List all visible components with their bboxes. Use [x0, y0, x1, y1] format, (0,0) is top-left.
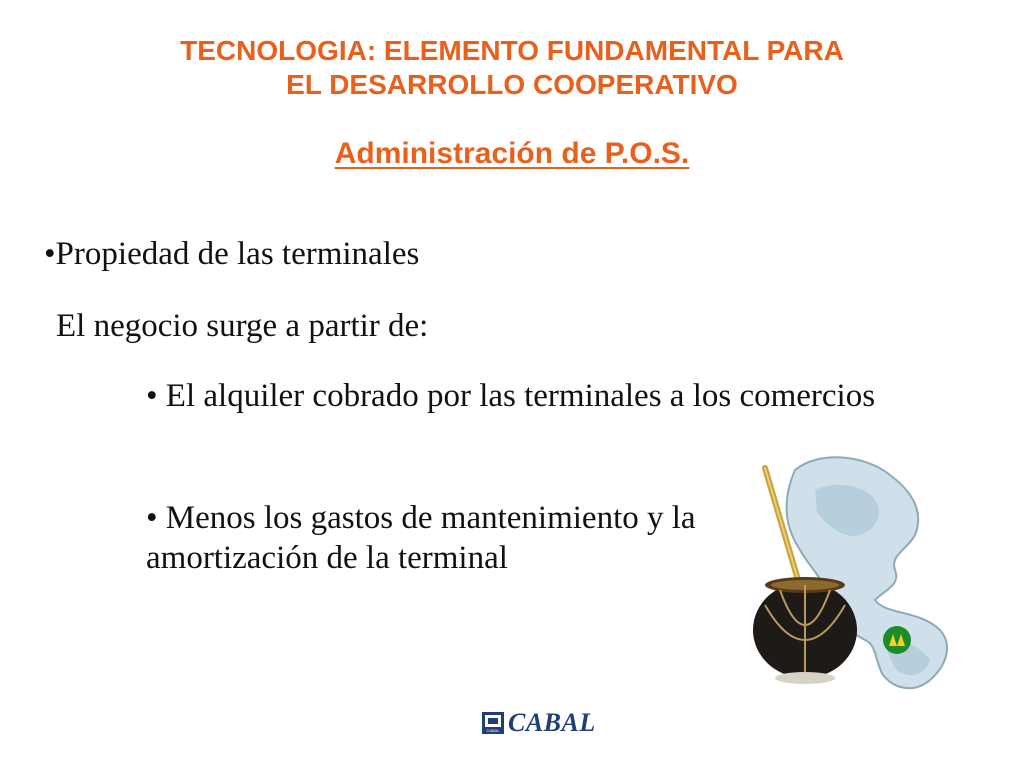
cooperative-symbol-icon [883, 626, 911, 654]
slide-subtitle-text: Administración de P.O.S. [334, 137, 690, 170]
slide-title-line2: EL DESARROLLO COOPERATIVO [286, 69, 738, 100]
list-item: • Menos los gastos de mantenimiento y la amortización de la terminal [146, 500, 696, 576]
cabal-logo-mark-text: CABAL [486, 728, 500, 733]
cabal-logo-text: CABAL [508, 708, 596, 737]
cabal-logo-mark-icon [482, 712, 504, 734]
slide-title [60, 34, 964, 102]
main-bullet: •Propiedad de las terminales [44, 236, 420, 272]
slide-subtitle [60, 136, 964, 172]
list-item: • El alquiler cobrado por las terminales a los comercios [146, 378, 876, 414]
slide-title-line1: TECNOLOGIA: ELEMENTO FUNDAMENTAL PARA [180, 35, 844, 66]
cabal-logo [482, 708, 596, 738]
intro-text: El negocio surge a partir de: [56, 308, 429, 344]
